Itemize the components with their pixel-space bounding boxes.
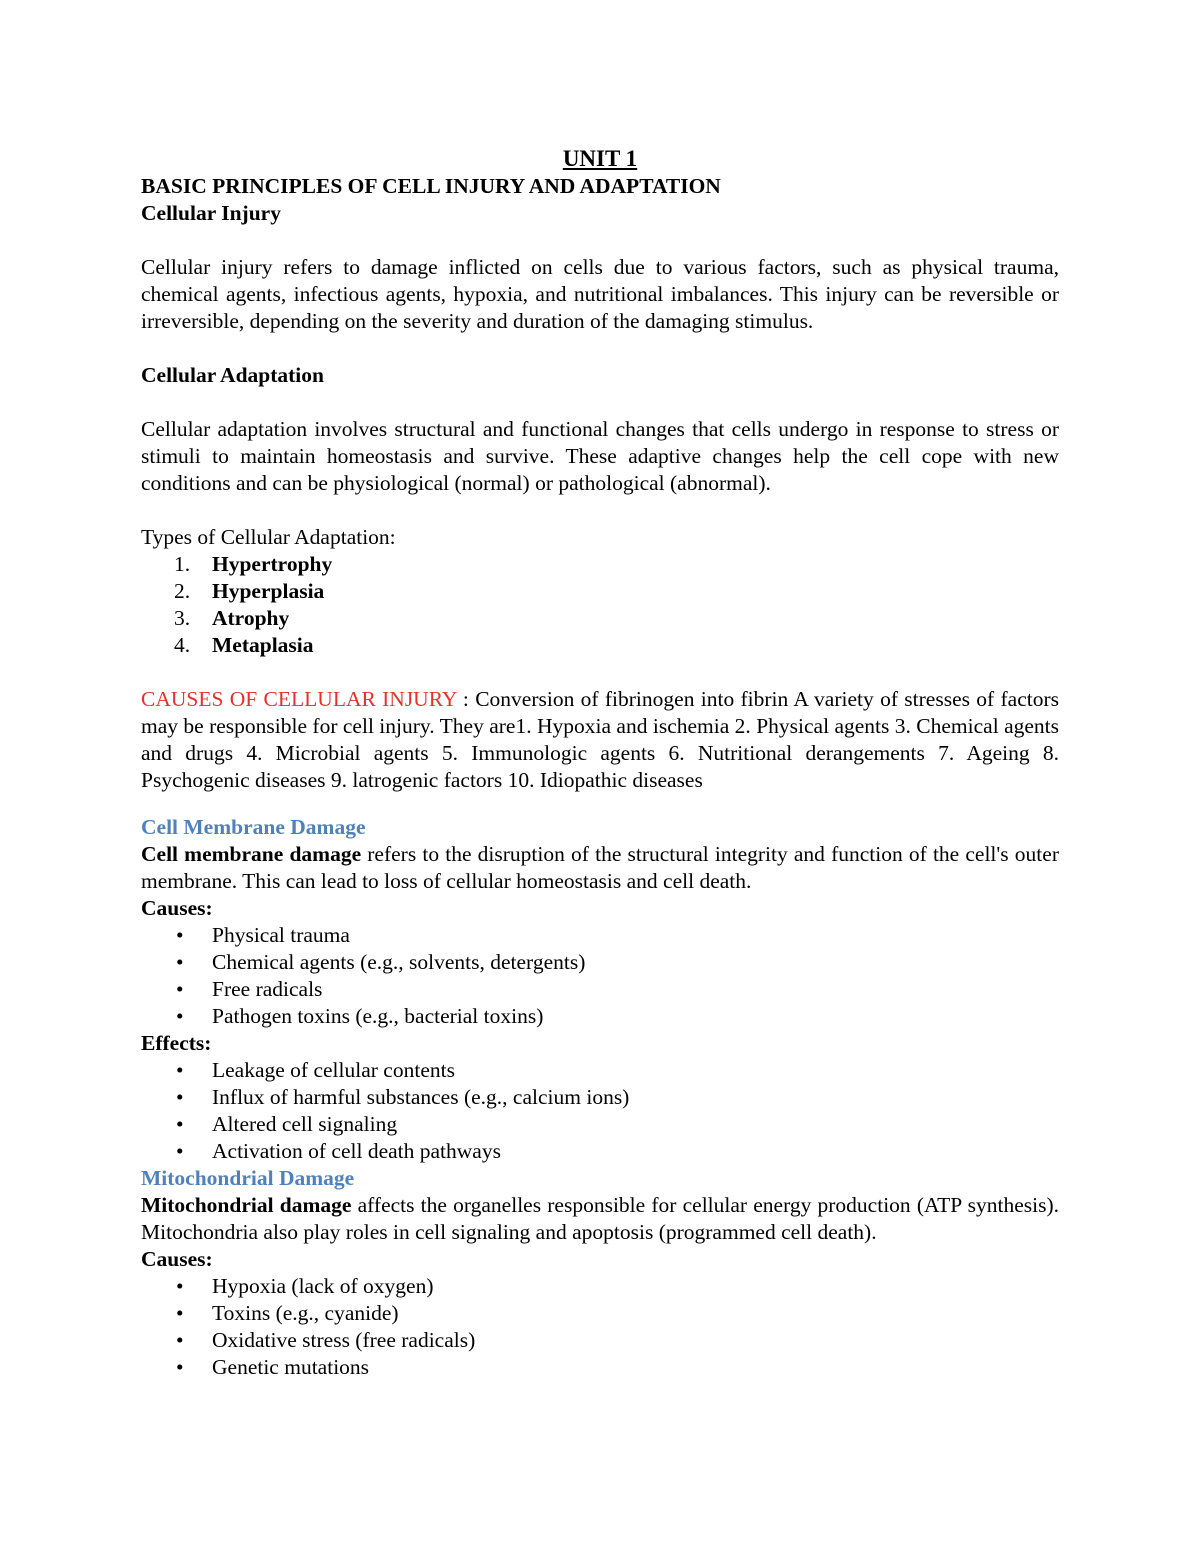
bullet: • (176, 1355, 184, 1379)
cell-membrane-heading: Cell Membrane Damage (141, 815, 366, 839)
list-item (141, 1111, 1059, 1138)
mitochondrial-term: Mitochondrial damage (141, 1193, 352, 1217)
list-item-text: Pathogen toxins (e.g., bacterial toxins) (212, 1004, 544, 1028)
list-item (141, 922, 1059, 949)
bullet: • (176, 1328, 184, 1352)
list-item (141, 632, 1059, 659)
bullet: • (176, 1085, 184, 1109)
cellular-adaptation-heading: Cellular Adaptation (141, 363, 324, 387)
list-item-text: Chemical agents (e.g., solvents, detergents) (212, 950, 586, 974)
list-item (141, 1138, 1059, 1165)
causes-heading: CAUSES OF CELLULAR INJURY (141, 687, 457, 711)
list-item-text: Toxins (e.g., cyanide) (212, 1301, 399, 1325)
list-item (141, 1300, 1059, 1327)
main-title: BASIC PRINCIPLES OF CELL INJURY AND ADAPTATION (141, 174, 721, 198)
cell-membrane-definition: refers to the disruption of the structural integrity and function of the cell's outer membrane. This can lead to loss of cellular homeostasis and cell death. (141, 842, 1059, 893)
mitochondrial-definition: affects the organelles responsible for cellular energy production (ATP synthesis). Mitochondria also play roles in cell signaling and apoptosis (programmed cell death). (141, 1193, 1059, 1244)
cellular-injury-paragraph: Cellular injury refers to damage inflicted on cells due to various factors, such as physical trauma, chemical agents, infectious agents, hypoxia, and nutritional imbalances. This injury can be reversible or irreversible, depending on the severity and duration of the damaging stimulus. (141, 255, 1059, 333)
list-item-text: Leakage of cellular contents (212, 1058, 455, 1082)
list-item (141, 1084, 1059, 1111)
list-item-text: Hypoxia (lack of oxygen) (212, 1274, 434, 1298)
list-item-text: Activation of cell death pathways (212, 1139, 501, 1163)
list-number: 1. (174, 552, 191, 576)
list-item (141, 1003, 1059, 1030)
adaptation-types-list (141, 551, 1059, 659)
membrane-effects-label: Effects: (141, 1031, 212, 1055)
membrane-causes-list (141, 922, 1059, 1030)
bullet: • (176, 1004, 184, 1028)
membrane-causes-label: Causes: (141, 896, 213, 920)
mitochondrial-causes-label: Causes: (141, 1247, 213, 1271)
list-item-text: Genetic mutations (212, 1355, 370, 1379)
list-number: 2. (174, 579, 191, 603)
list-item (141, 605, 1059, 632)
list-number: 4. (174, 633, 191, 657)
mitochondrial-causes-list (141, 1273, 1059, 1381)
bullet: • (176, 950, 184, 974)
bullet: • (176, 1139, 184, 1163)
bullet: • (176, 1058, 184, 1082)
list-item-text: Oxidative stress (free radicals) (212, 1328, 476, 1352)
document-content (141, 145, 1059, 1381)
list-item-text: Influx of harmful substances (e.g., calcium ions) (212, 1085, 630, 1109)
list-item (141, 976, 1059, 1003)
types-label: Types of Cellular Adaptation: (141, 525, 396, 549)
causes-paragraph (141, 686, 1059, 794)
cellular-injury-heading: Cellular Injury (141, 201, 281, 225)
cell-membrane-paragraph (141, 841, 1059, 895)
list-number: 3. (174, 606, 191, 630)
membrane-effects-list (141, 1057, 1059, 1165)
list-item (141, 1057, 1059, 1084)
list-item-text: Physical trauma (212, 923, 350, 947)
adaptation-type-label: Hyperplasia (212, 579, 325, 603)
list-item (141, 578, 1059, 605)
list-item (141, 1273, 1059, 1300)
mitochondrial-heading: Mitochondrial Damage (141, 1166, 355, 1190)
list-item-text: Free radicals (212, 977, 323, 1001)
list-item-text: Altered cell signaling (212, 1112, 398, 1136)
mitochondrial-paragraph (141, 1192, 1059, 1246)
bullet: • (176, 1274, 184, 1298)
bullet: • (176, 1112, 184, 1136)
list-item (141, 949, 1059, 976)
list-item (141, 1354, 1059, 1381)
causes-text: : Conversion of fibrinogen into fibrin A variety of stresses of factors may be responsible for cell injury. They are1. Hypoxia and ischemia 2. Physical agents 3. Chemical agents and drugs 4. Microbial agents 5. Immunologic agents 6. Nutritional derangements 7. Ageing 8. Psychogenic diseases 9. latrogenic factors 10. Idiopathic diseases (141, 687, 1060, 792)
adaptation-type-label: Metaplasia (212, 633, 314, 657)
bullet: • (176, 923, 184, 947)
unit-title: UNIT 1 (562, 146, 638, 171)
bullet: • (176, 977, 184, 1001)
adaptation-type-label: Hypertrophy (212, 552, 333, 576)
cellular-adaptation-paragraph: Cellular adaptation involves structural and functional changes that cells undergo in response to stress or stimuli to maintain homeostasis and survive. These adaptive changes help the cell cope with new conditions and can be physiological (normal) or pathological (abnormal). (141, 417, 1059, 495)
list-item (141, 1327, 1059, 1354)
list-item (141, 551, 1059, 578)
bullet: • (176, 1301, 184, 1325)
cell-membrane-term: Cell membrane damage (141, 842, 362, 866)
adaptation-type-label: Atrophy (212, 606, 290, 630)
